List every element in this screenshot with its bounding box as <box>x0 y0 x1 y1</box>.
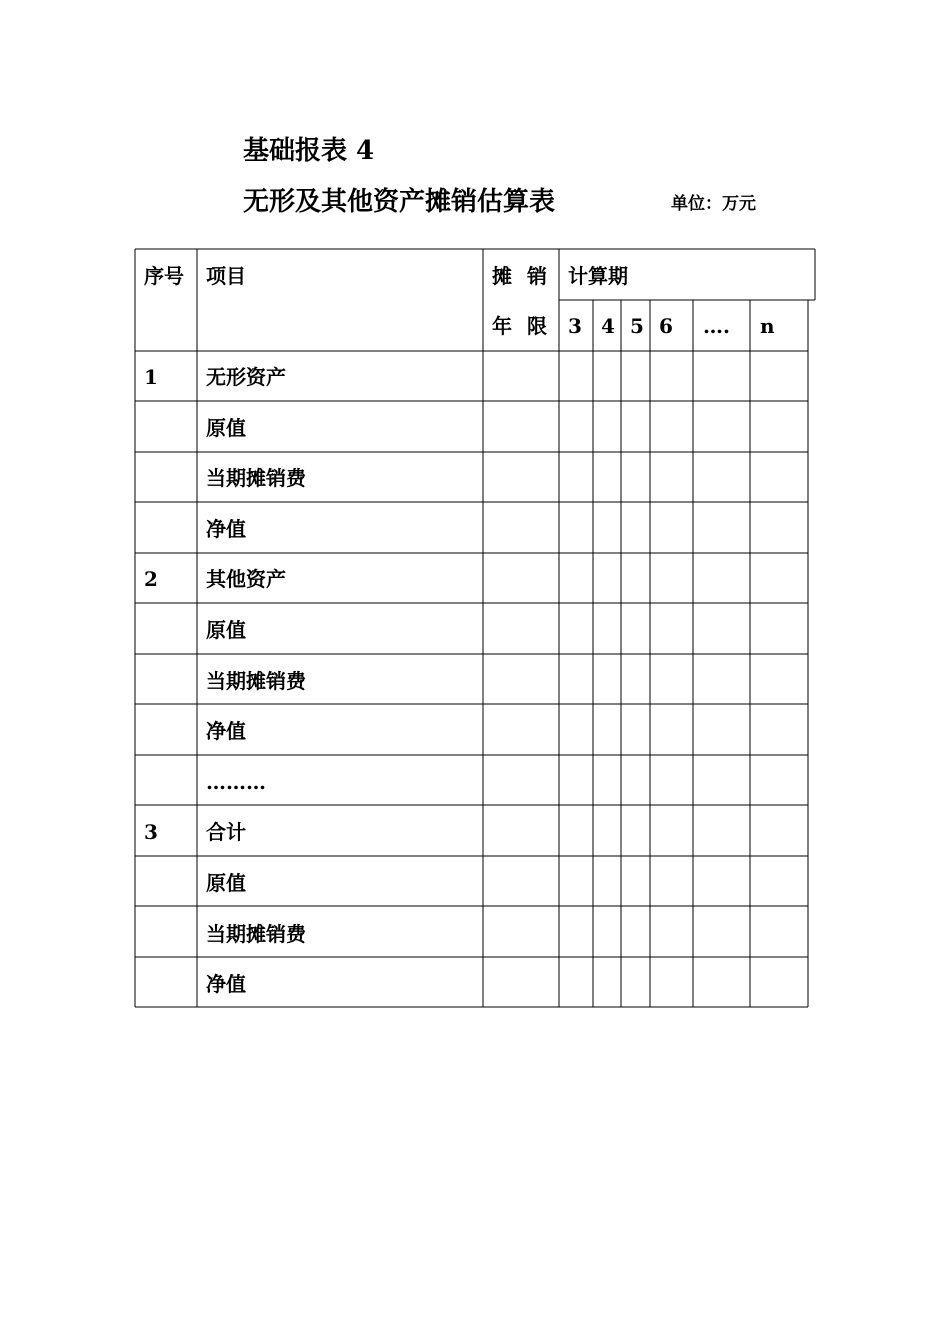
row-index: 3 <box>144 820 158 844</box>
header-index: 序号 <box>144 264 184 288</box>
row-item: 原值 <box>206 618 246 642</box>
unit-label: 单位：万元 <box>671 194 756 214</box>
row-item: 净值 <box>206 517 246 541</box>
row-item: ……… <box>206 770 266 794</box>
row-index: 1 <box>144 365 158 389</box>
row-item: 原值 <box>206 416 246 440</box>
header-period-n: n <box>760 314 775 338</box>
report-subtitle: 无形及其他资产摊销估算表 <box>243 187 556 217</box>
row-item: 无形资产 <box>206 365 286 389</box>
header-period-5: 5 <box>630 314 644 338</box>
header-term-top: 摊 销 <box>492 264 551 288</box>
row-index: 2 <box>144 567 158 591</box>
header-term-bottom: 年 限 <box>492 314 551 338</box>
row-item: 原值 <box>206 871 246 895</box>
row-item: 其他资产 <box>206 567 286 591</box>
report-title: 基础报表 4 <box>243 136 375 166</box>
header-period-3: 3 <box>568 314 582 338</box>
row-item: 净值 <box>206 972 246 996</box>
row-item: 当期摊销费 <box>206 466 306 490</box>
row-item: 净值 <box>206 719 246 743</box>
header-period: 计算期 <box>568 264 628 288</box>
row-item: 当期摊销费 <box>206 922 306 946</box>
header-period-4: 4 <box>601 314 615 338</box>
header-period-6: 6 <box>659 314 673 338</box>
row-item: 合计 <box>206 820 246 844</box>
row-item: 当期摊销费 <box>206 669 306 693</box>
header-period-ellipsis: …. <box>703 314 730 338</box>
header-item: 项目 <box>206 264 246 288</box>
